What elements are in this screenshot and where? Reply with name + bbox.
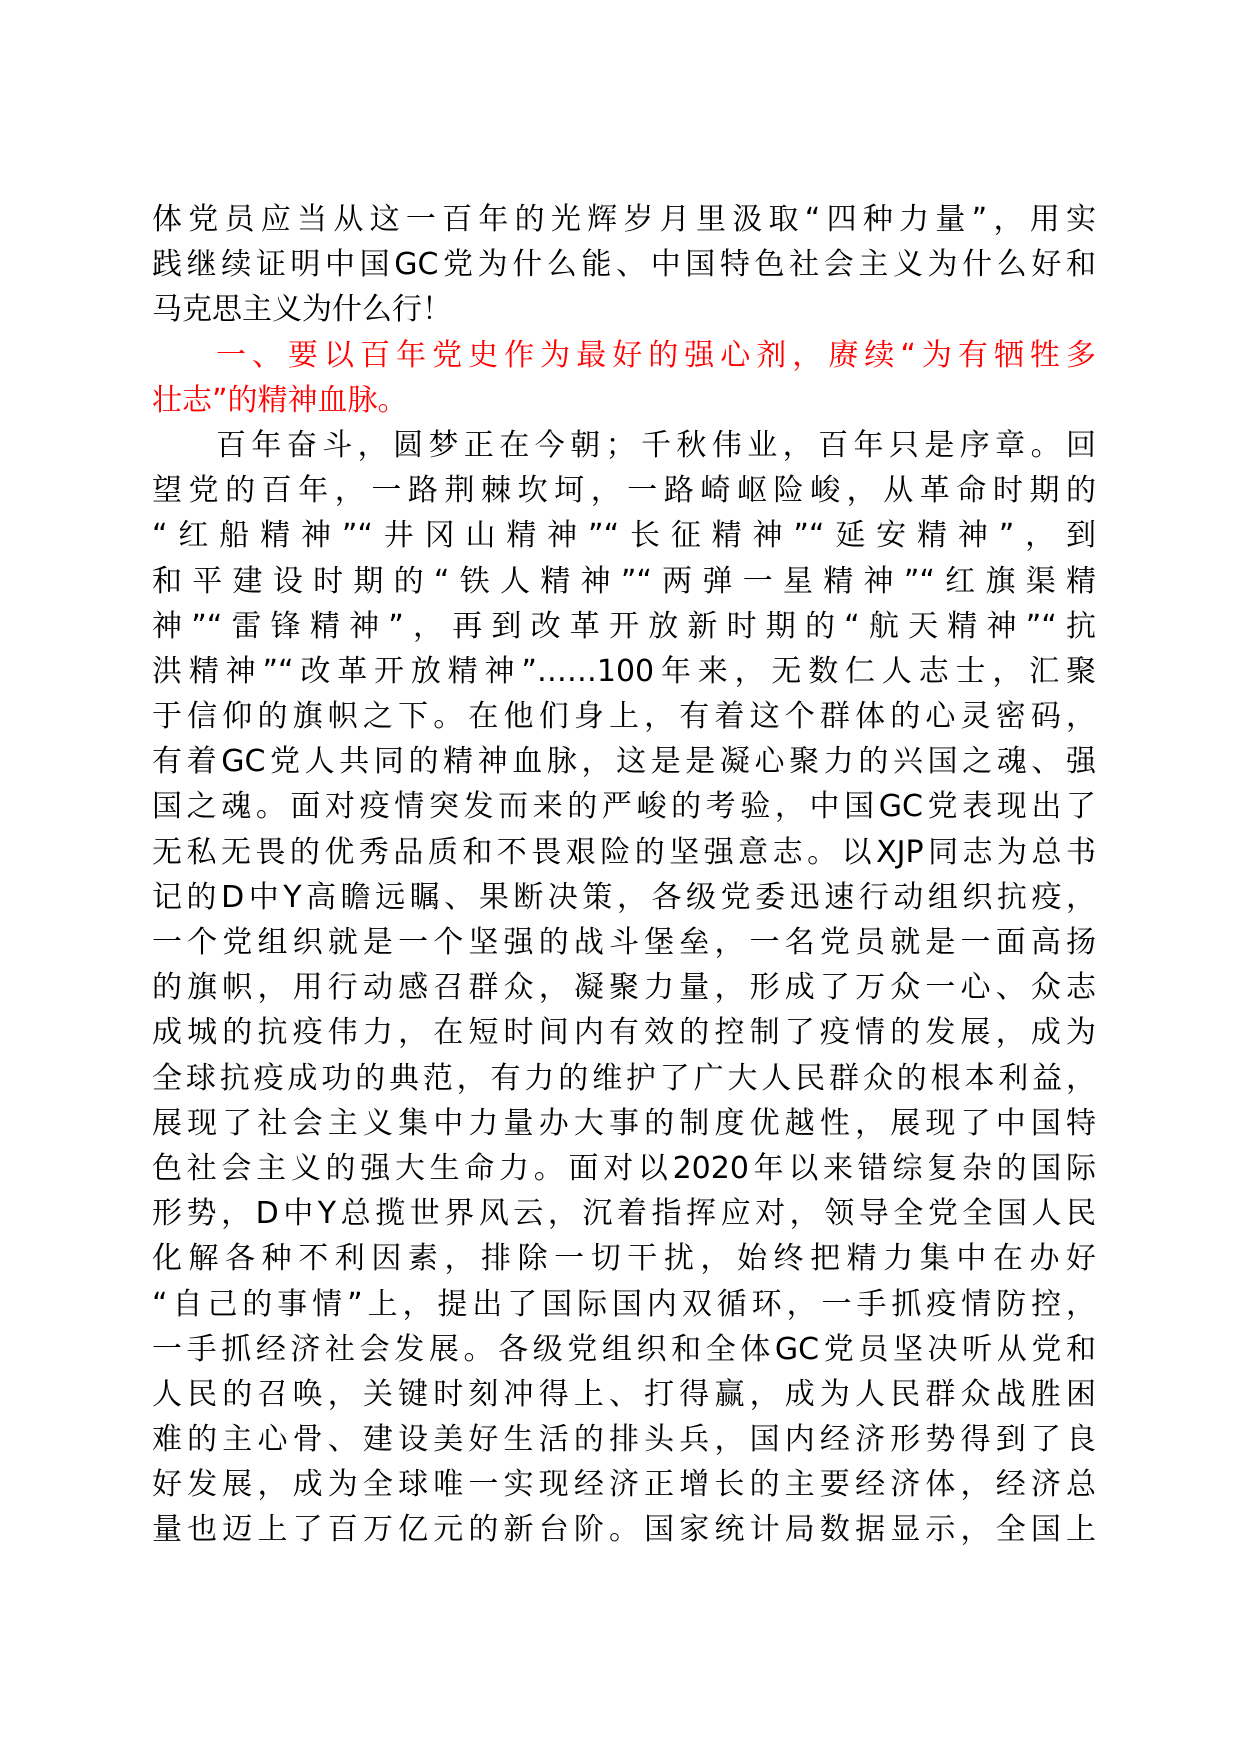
text-line: 有着GC党人共同的精神血脉，这是是凝心聚力的兴国之魂、强	[152, 744, 1096, 780]
text-line: 好发展，成为全球唯一实现经济正增长的主要经济体，经济总	[152, 1467, 1096, 1503]
text-line: 的旗帜，用行动感召群众，凝聚力量，形成了万众一心、众志	[152, 970, 1096, 1006]
text-line: 成城的抗疫伟力，在短时间内有效的控制了疫情的发展，成为	[152, 1015, 1096, 1051]
text-line: 一个党组织就是一个坚强的战斗堡垒，一名党员就是一面高扬	[152, 925, 1096, 960]
text-line: 和平建设时期的“铁人精神”“两弹一星精神”“红旗渠精	[152, 563, 1096, 599]
text-line: “红船精神”“井冈山精神”“长征精神”“延安精神”，到	[152, 518, 1096, 554]
text-line: 马克思主义为什么行！	[152, 292, 452, 328]
paragraph-body-1	[152, 423, 1096, 1553]
text-line: 于信仰的旗帜之下。在他们身上，有着这个群体的心灵密码，	[152, 699, 1096, 735]
text-line: 洪精神”“改革开放精神”……100年来，无数仁人志士，汇聚	[152, 653, 1096, 689]
paragraph-intro	[152, 197, 1096, 333]
text-line: 量也迈上了百万亿元的新台阶。国家统计局数据显示，全国上	[152, 1512, 1096, 1548]
heading-line: 一、要以百年党史作为最好的强心剂，赓续“为有牺牲多	[216, 337, 1096, 373]
heading-line: 壮志”的精神血脉。	[152, 382, 408, 418]
text-line: 望党的百年，一路荆棘坎坷，一路崎岖险峻，从革命时期的	[152, 473, 1096, 509]
text-line: “自己的事情”上，提出了国际国内双循环，一手抓疫情防控，	[152, 1286, 1096, 1322]
text-line: 化解各种不利因素，排除一切干扰，始终把精力集中在办好	[152, 1241, 1096, 1277]
text-line: 践继续证明中国GC党为什么能、中国特色社会主义为什么好和	[152, 247, 1096, 283]
text-line: 色社会主义的强大生命力。面对以2020年以来错综复杂的国际	[152, 1150, 1096, 1186]
text-line: 百年奋斗，圆梦正在今朝；千秋伟业，百年只是序章。回	[216, 427, 1096, 463]
text-line: 全球抗疫成功的典范，有力的维护了广大人民群众的根本利益，	[152, 1060, 1096, 1096]
document-page	[152, 197, 1096, 1553]
section-heading-1	[152, 333, 1096, 423]
text-line: 形势，D中Y总揽世界风云，沉着指挥应对，领导全党全国人民	[152, 1196, 1096, 1232]
text-line: 体党员应当从这一百年的光辉岁月里汲取“四种力量”，用实	[152, 202, 1096, 237]
text-line: 展现了社会主义集中力量办大事的制度优越性，展现了中国特	[152, 1105, 1096, 1141]
text-line: 人民的召唤，关键时刻冲得上、打得赢，成为人民群众战胜困	[152, 1376, 1096, 1412]
text-line: 一手抓经济社会发展。各级党组织和全体GC党员坚决听从党和	[152, 1331, 1096, 1367]
text-line: 难的主心骨、建设美好生活的排头兵，国内经济形势得到了良	[152, 1422, 1096, 1458]
text-line: 神”“雷锋精神”，再到改革开放新时期的“航天精神”“抗	[152, 608, 1096, 644]
text-line: 无私无畏的优秀品质和不畏艰险的坚强意志。以XJP同志为总书	[152, 834, 1096, 870]
text-line: 国之魂。面对疫情突发而来的严峻的考验，中国GC党表现出了	[152, 789, 1096, 825]
text-line: 记的D中Y高瞻远瞩、果断决策，各级党委迅速行动组织抗疫，	[152, 879, 1096, 915]
